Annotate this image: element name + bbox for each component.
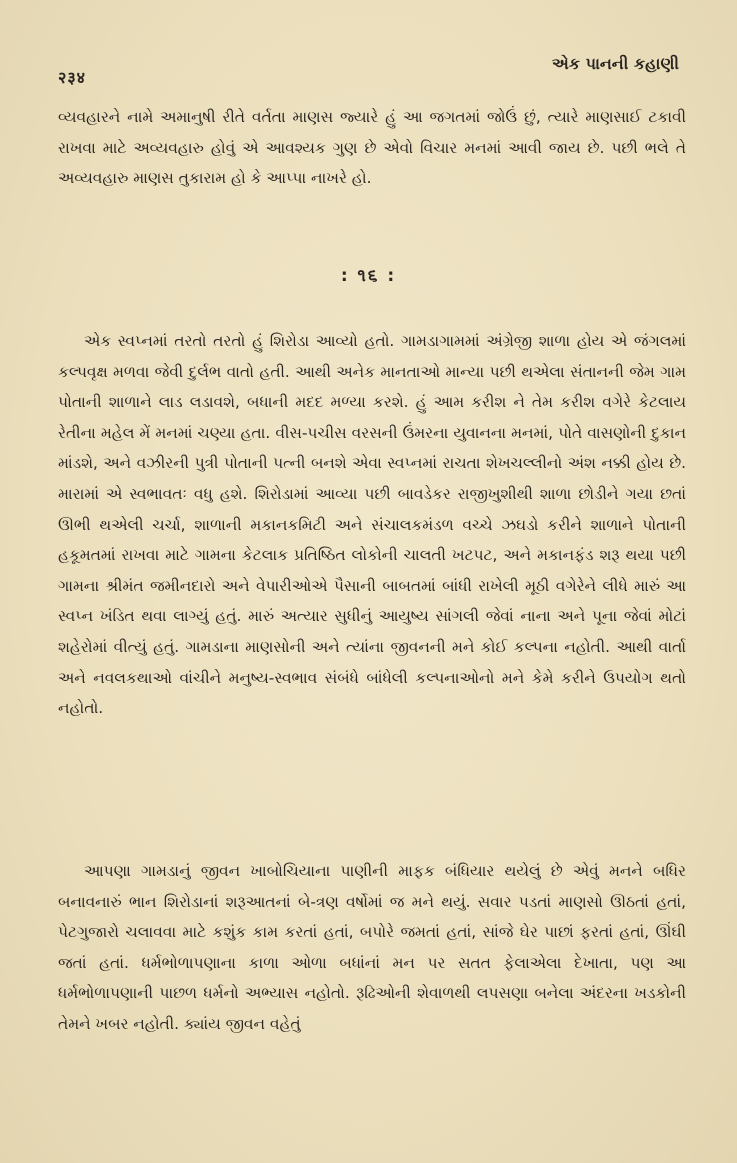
paragraph: એક સ્વપ્નમાં તરતો તરતો હું શિરોડા આવ્યો હતો. ગામડાગામમાં અંગ્રેજી શાળા હોય એ જંગલમાં કલ્પવૃક્ષ મળવા જેવી દુર્લભ વાતો હતી. આથી અનેક માનતાઓ માન્યા પછી થએલા સંતાનની જેમ ગામ પોતાની શાળાને લાડ લડાવશે, બધાની મદદ મળ્યા કરશે. હું આમ કરીશ ને તેમ કરીશ વગેરે કેટલાય રેતીના મહેલ મેં મનમાં ચણ્યા હતા. વીસ-પચીસ વરસની ઉંમરના યુવાનના મનમાં, પોતે વાસણોની દુકાન માંડશે, અને વઝીરની પુત્રી પોતાની પત્ની બનશે એવા સ્વપ્નમાં રાચતા શેખચલ્લીનો અંશ નક્કી હોય છે. મારામાં એ સ્વભાવતઃ વધુ હશે. શિરોડામાં આવ્યા પછી બાવડેકર રાજીખુશીથી શાળા છોડીને ગયા છતાં ઊભી થએલી ચર્ચા, શાળાની મકાનકમિટી અને સંચાલકમંડળ વચ્ચે ઝઘડો કરીને શાળાને પોતાની હકૂમતમાં રાખવા માટે ગામના કેટલાક પ્રતિષ્ઠિત લોકોની ચાલતી ખટપટ, અને મકાનફંડ શરૂ થયા પછી ગામના શ્રીમંત જમીનદારો અને વેપારીઓએ પૈસાની બાબતમાં બાંધી રાખેલી મૂઠી વગેરેને લીધે મારું આ સ્વપ્ન ખંડિત થવા લાગ્યું હતું. મારું અત્યાર સુધીનું આયુષ્ય સાંગલી જેવાં નાના અને પૂના જેવાં મોટાં શહેરોમાં વીત્યું હતું. ગામડાના માણસોની અને ત્યાંના જીવનની મને કોઈ કલ્પના નહોતી. આથી વાર્તા અને નવલકથાઓ વાંચીને મનુષ્ય-સ્વભાવ સંબંધે બાંધેલી કલ્પનાઓનો મને કેમે કરીને ઉપયોગ થતો નહોતો. [58, 332, 686, 718]
section-body-continued [58, 856, 686, 1040]
paragraph-continuation: વ્યવહારને નામે અમાનુષી રીતે વર્તતા માણસ જ્યારે હું આ જગતમાં જોઉં છું, ત્યારે માણસાઈ ટકાવી રાખવા માટે અવ્યવહારુ હોવું એ આવશ્યક ગુણ છે એવો વિચાર મનમાં આવી જાય છે. પછી ભલે તે અવ્યવહારુ માણસ તુકારામ હો કે આપ્પા નાખરે હો. [58, 108, 686, 188]
paragraph: આપણા ગામડાનું જીવન ખાબોચિયાના પાણીની માફક બંધિયાર થયેલું છે એવું મનને બધિર બનાવનારું ભાન શિરોડાનાં શરૂઆતનાં બે-ત્રણ વર્ષોમાં જ મને થયું. સવાર પડતાં માણસો ઊઠતાં હતાં, પેટગુજારો ચલાવવા માટે કશુંક કામ કરતાં હતાં, બપોરે જમતાં હતાં, સાંજે ઘેર પાછાં ફરતાં હતાં, ઊંઘી જતાં હતાં. ધર્મભોળાપણાના કાળા ઓળા બધાંનાં મન પર સતત ફેલાએલા દેખાતા, પણ આ ધર્મભોળાપણાની પાછળ ધર્મનો અભ્યાસ નહોતો. રૂઢિઓની શેવાળથી લપસણા બનેલા અંદરના ખડકોની તેમને ખબર નહોતી. ક્યાંય જીવન વહેતું [58, 862, 686, 1033]
opening-text [58, 102, 686, 194]
page-number: २३४ [58, 68, 86, 87]
section-body [58, 326, 686, 724]
running-title: એક પાનની કહાણી [551, 54, 679, 73]
section-number: : ૧૬ : [340, 266, 397, 286]
